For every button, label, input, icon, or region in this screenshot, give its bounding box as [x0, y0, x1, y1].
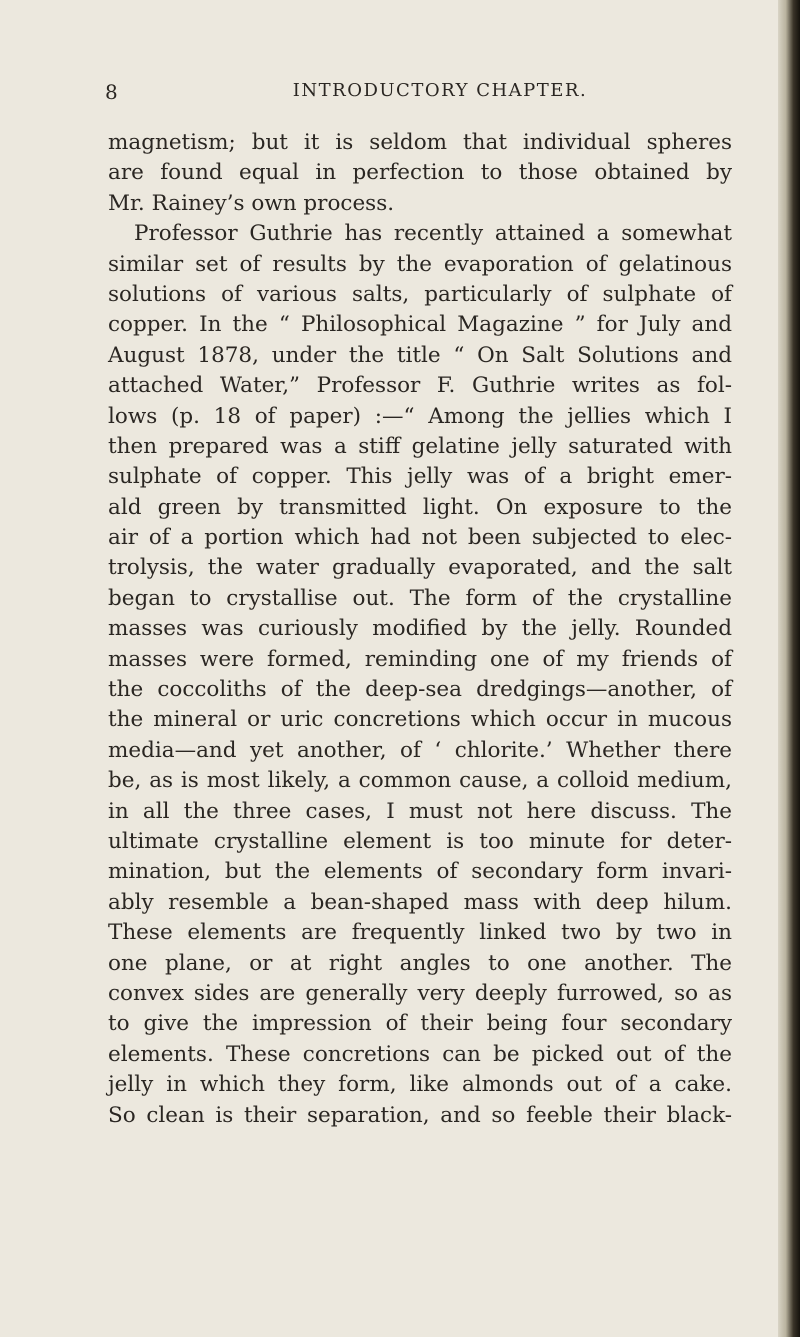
text-line: elements. These concretions can be picked out of the: [108, 1041, 732, 1067]
text-line: ald green by transmitted light. On exposure to the: [108, 494, 732, 520]
text-line: the coccoliths of the deep-sea dredgings—another, of: [108, 677, 732, 703]
text-line: be, as is most likely, a common cause, a colloid medium,: [108, 768, 732, 794]
text-line: Mr. Rainey’s own process.: [108, 190, 395, 216]
text-line: convex sides are generally very deeply furrowed, so as: [108, 980, 732, 1006]
text-line: magnetism; but it is seldom that individual spheres: [108, 130, 732, 155]
text-line: trolysis, the water gradually evaporated, and the salt: [108, 555, 732, 581]
text-line: one plane, or at right angles to one another. The: [108, 950, 732, 976]
text-line: media—and yet another, of ‘ chlorite.’ Whether there: [108, 737, 732, 763]
text-line: Professor Guthrie has recently attained a somewhat: [134, 221, 732, 247]
page-edge-shadow: [778, 0, 800, 1337]
text-line: began to crystallise out. The form of the crystalline: [108, 585, 732, 611]
text-line: similar set of results by the evaporation of gelatinous: [108, 251, 732, 277]
text-line: in all the three cases, I must not here discuss. The: [108, 798, 732, 824]
text-line: masses was curiously modified by the jelly. Rounded: [108, 616, 732, 642]
text-line: air of a portion which had not been subjected to elec-: [108, 525, 732, 551]
running-head: [100, 80, 740, 110]
text-line: ably resemble a bean-shaped mass with deep hilum.: [108, 889, 732, 915]
text-line: solutions of various salts, particularly of sulphate of: [108, 281, 732, 307]
text-line: copper. In the “ Philosophical Magazine ” for July and: [108, 312, 732, 338]
text-line: August 1878, under the title “ On Salt Solutions and: [108, 342, 732, 368]
text-line: the mineral or uric concretions which occur in mucous: [108, 707, 732, 733]
page-number: 8: [105, 80, 119, 104]
text-line: then prepared was a stiff gelatine jelly saturated with: [108, 433, 732, 459]
text-line: mination, but the elements of secondary form invari-: [108, 859, 732, 885]
text-line: to give the impression of their being four secondary: [108, 1011, 732, 1037]
text-line: jelly in which they form, like almonds out of a cake.: [108, 1072, 732, 1098]
text-line: lows (p. 18 of paper) :—“ Among the jellies which I: [108, 403, 732, 429]
text-line: are found equal in perfection to those obtained by: [108, 160, 732, 186]
text-line: So clean is their separation, and so feeble their black-: [108, 1102, 732, 1128]
text-line: These elements are frequently linked two by two in: [108, 920, 732, 946]
running-title: INTRODUCTORY CHAPTER.: [292, 80, 588, 101]
text-line: ultimate crystalline element is too minute for deter-: [108, 828, 732, 854]
text-line: attached Water,” Professor F. Guthrie writes as fol-: [108, 373, 732, 399]
text-line: sulphate of copper. This jelly was of a bright emer-: [108, 464, 732, 490]
body-text: [108, 128, 732, 1131]
text-line: masses were formed, reminding one of my friends of: [108, 646, 732, 672]
